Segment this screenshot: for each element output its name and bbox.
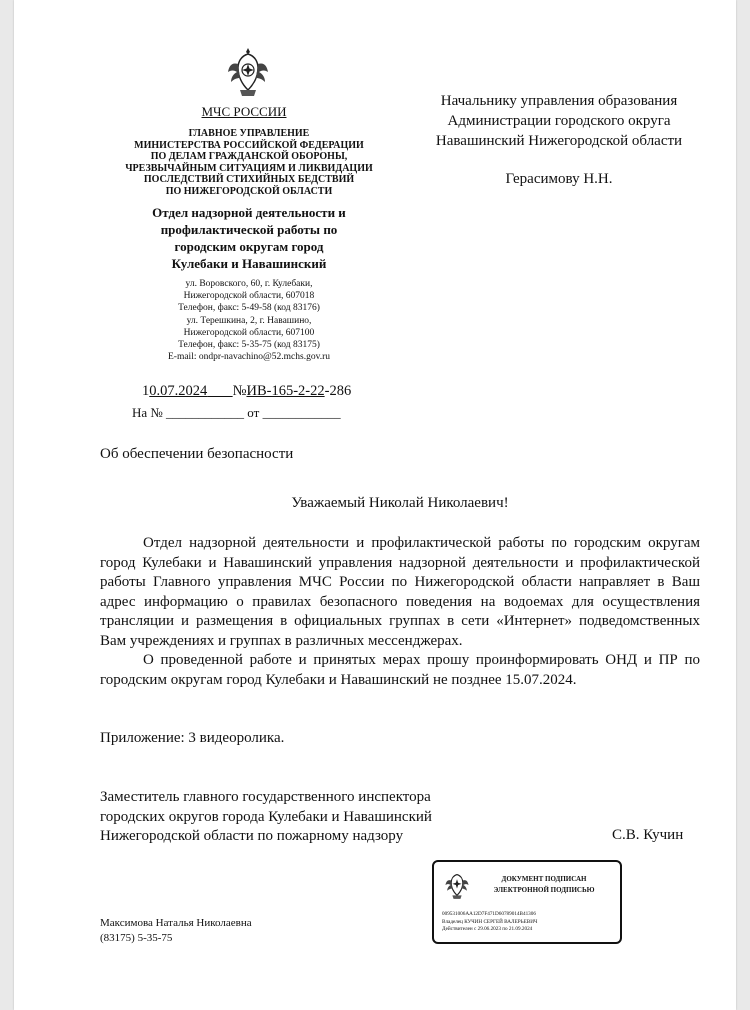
office-line: Отдел надзорной деятельности и xyxy=(152,205,346,220)
address-line: ул. Терешкина, 2, г. Навашино, xyxy=(186,315,312,326)
signer-position xyxy=(100,788,432,847)
registration-number: ИВ-165-2-22 xyxy=(246,383,325,399)
address-line: Нижегородской области, 607018 xyxy=(183,291,315,302)
department-line: ПОСЛЕДСТВИЙ СТИХИЙНЫХ БЕДСТВИЙ xyxy=(143,174,355,185)
address-line: Телефон, факс: 5-35-75 (код 83175) xyxy=(178,340,320,351)
mchs-emblem-icon xyxy=(444,870,470,900)
address-line: ул. Воровского, 60, г. Кулебаки, xyxy=(185,279,313,289)
letter-subject: Об обеспечении безопасности xyxy=(100,446,294,462)
document-page xyxy=(14,0,736,1010)
stamp-validity: Действителен с 29.06.2023 по 21.09.2024 xyxy=(442,926,533,932)
department-line: ПО НИЖЕГОРОДСКОЙ ОБЛАСТИ xyxy=(165,185,333,197)
body-paragraph: Отдел надзорной деятельности и профилактической работы по городским округам город Кулебаки и Навашинский управления надзорной деятельности и профилактической работы Главного управления МЧС России по Нижегородской области направляет в Ваш адрес информацию о правилах безопасного поведения на водоемах для осуществления трансляции и размещения в официальных группах в сети «Интернет» подведомственных Вам учреждениях и группах в различных мессенджерах. xyxy=(100,535,700,649)
office-line: профилактической работы по xyxy=(160,222,338,237)
executor-name: Максимова Наталья Николаевна xyxy=(100,917,252,929)
department-line: ГЛАВНОЕ УПРАВЛЕНИЕ xyxy=(188,128,310,139)
signer-position-line: Заместитель главного государственного инспектора xyxy=(100,789,431,805)
registration-line xyxy=(142,383,351,400)
addressee-block xyxy=(414,91,704,151)
addressee-name: Герасимову Н.Н. xyxy=(505,171,613,187)
address-line: Телефон, факс: 5-49-58 (код 83176) xyxy=(178,303,320,314)
signer-name: С.В. Кучин xyxy=(612,827,684,843)
signer-position-line: городских округов города Кулебаки и Навашинский xyxy=(100,808,432,825)
registration-number-suffix: -286 xyxy=(324,383,352,399)
signer-position-line: Нижегородской области по пожарному надзору xyxy=(100,828,404,844)
addressee-line: Навашинский Нижегородской области xyxy=(435,133,683,149)
address-line: Нижегородской области, 607100 xyxy=(183,327,315,338)
executor-phone: (83175) 5-35-75 xyxy=(100,931,173,944)
stamp-title xyxy=(474,874,614,896)
department-line: МИНИСТЕРСТВА РОССИЙСКОЙ ФЕДЕРАЦИИ xyxy=(134,139,364,151)
ministry-name: МЧС РОССИИ xyxy=(201,104,287,119)
department-line: ЧРЕЗВЫЧАЙНЫМ СИТУАЦИЯМ И ЛИКВИДАЦИИ xyxy=(125,162,373,174)
stamp-certificate: 009531006AA12D7F471D60789014B41306 xyxy=(442,911,536,917)
sender-address xyxy=(124,278,374,363)
stamp-title-line: ЭЛЕКТРОННОЙ ПОДПИСЬЮ xyxy=(493,886,595,894)
addressee-line: Администрации городского округа xyxy=(447,113,671,129)
addressee-line: Начальнику управления образования xyxy=(440,93,678,109)
registration-date: 0.07.2024 xyxy=(149,383,208,399)
office-line: Кулебаки и Навашинский xyxy=(171,256,327,271)
email-line: E-mail: ondpr-navachino@52.mchs.gov.ru xyxy=(167,352,330,363)
reply-reference-line: На № ____________ от ____________ xyxy=(132,405,341,420)
office-name xyxy=(124,204,374,272)
attachment-note: Приложение: 3 видеоролика. xyxy=(100,730,285,746)
stamp-details xyxy=(442,911,618,934)
stamp-owner: Владелец КУЧИН СЕРГЕЙ ВАЛЕРЬЕВИЧ xyxy=(442,918,538,925)
salutation: Уважаемый Николай Николаевич! xyxy=(291,495,509,511)
number-sign: № xyxy=(232,383,247,399)
date-prefix: 1 xyxy=(142,383,150,399)
department-header xyxy=(109,128,389,197)
executor-info xyxy=(100,916,252,945)
body-paragraph: О проведенной работе и принятых мерах прошу проинформировать ОНД и ПР по городским округам город Кулебаки и Навашинский не позднее 15.07.2024. xyxy=(100,652,700,688)
stamp-title-line: ДОКУМЕНТ ПОДПИСАН xyxy=(501,875,587,883)
letter-body xyxy=(100,534,700,690)
mchs-emblem-icon xyxy=(226,46,270,98)
electronic-signature-stamp xyxy=(432,860,622,944)
office-line: городским округам город xyxy=(174,239,324,254)
department-line: ПО ДЕЛАМ ГРАЖДАНСКОЙ ОБОРОНЫ, xyxy=(150,151,348,162)
